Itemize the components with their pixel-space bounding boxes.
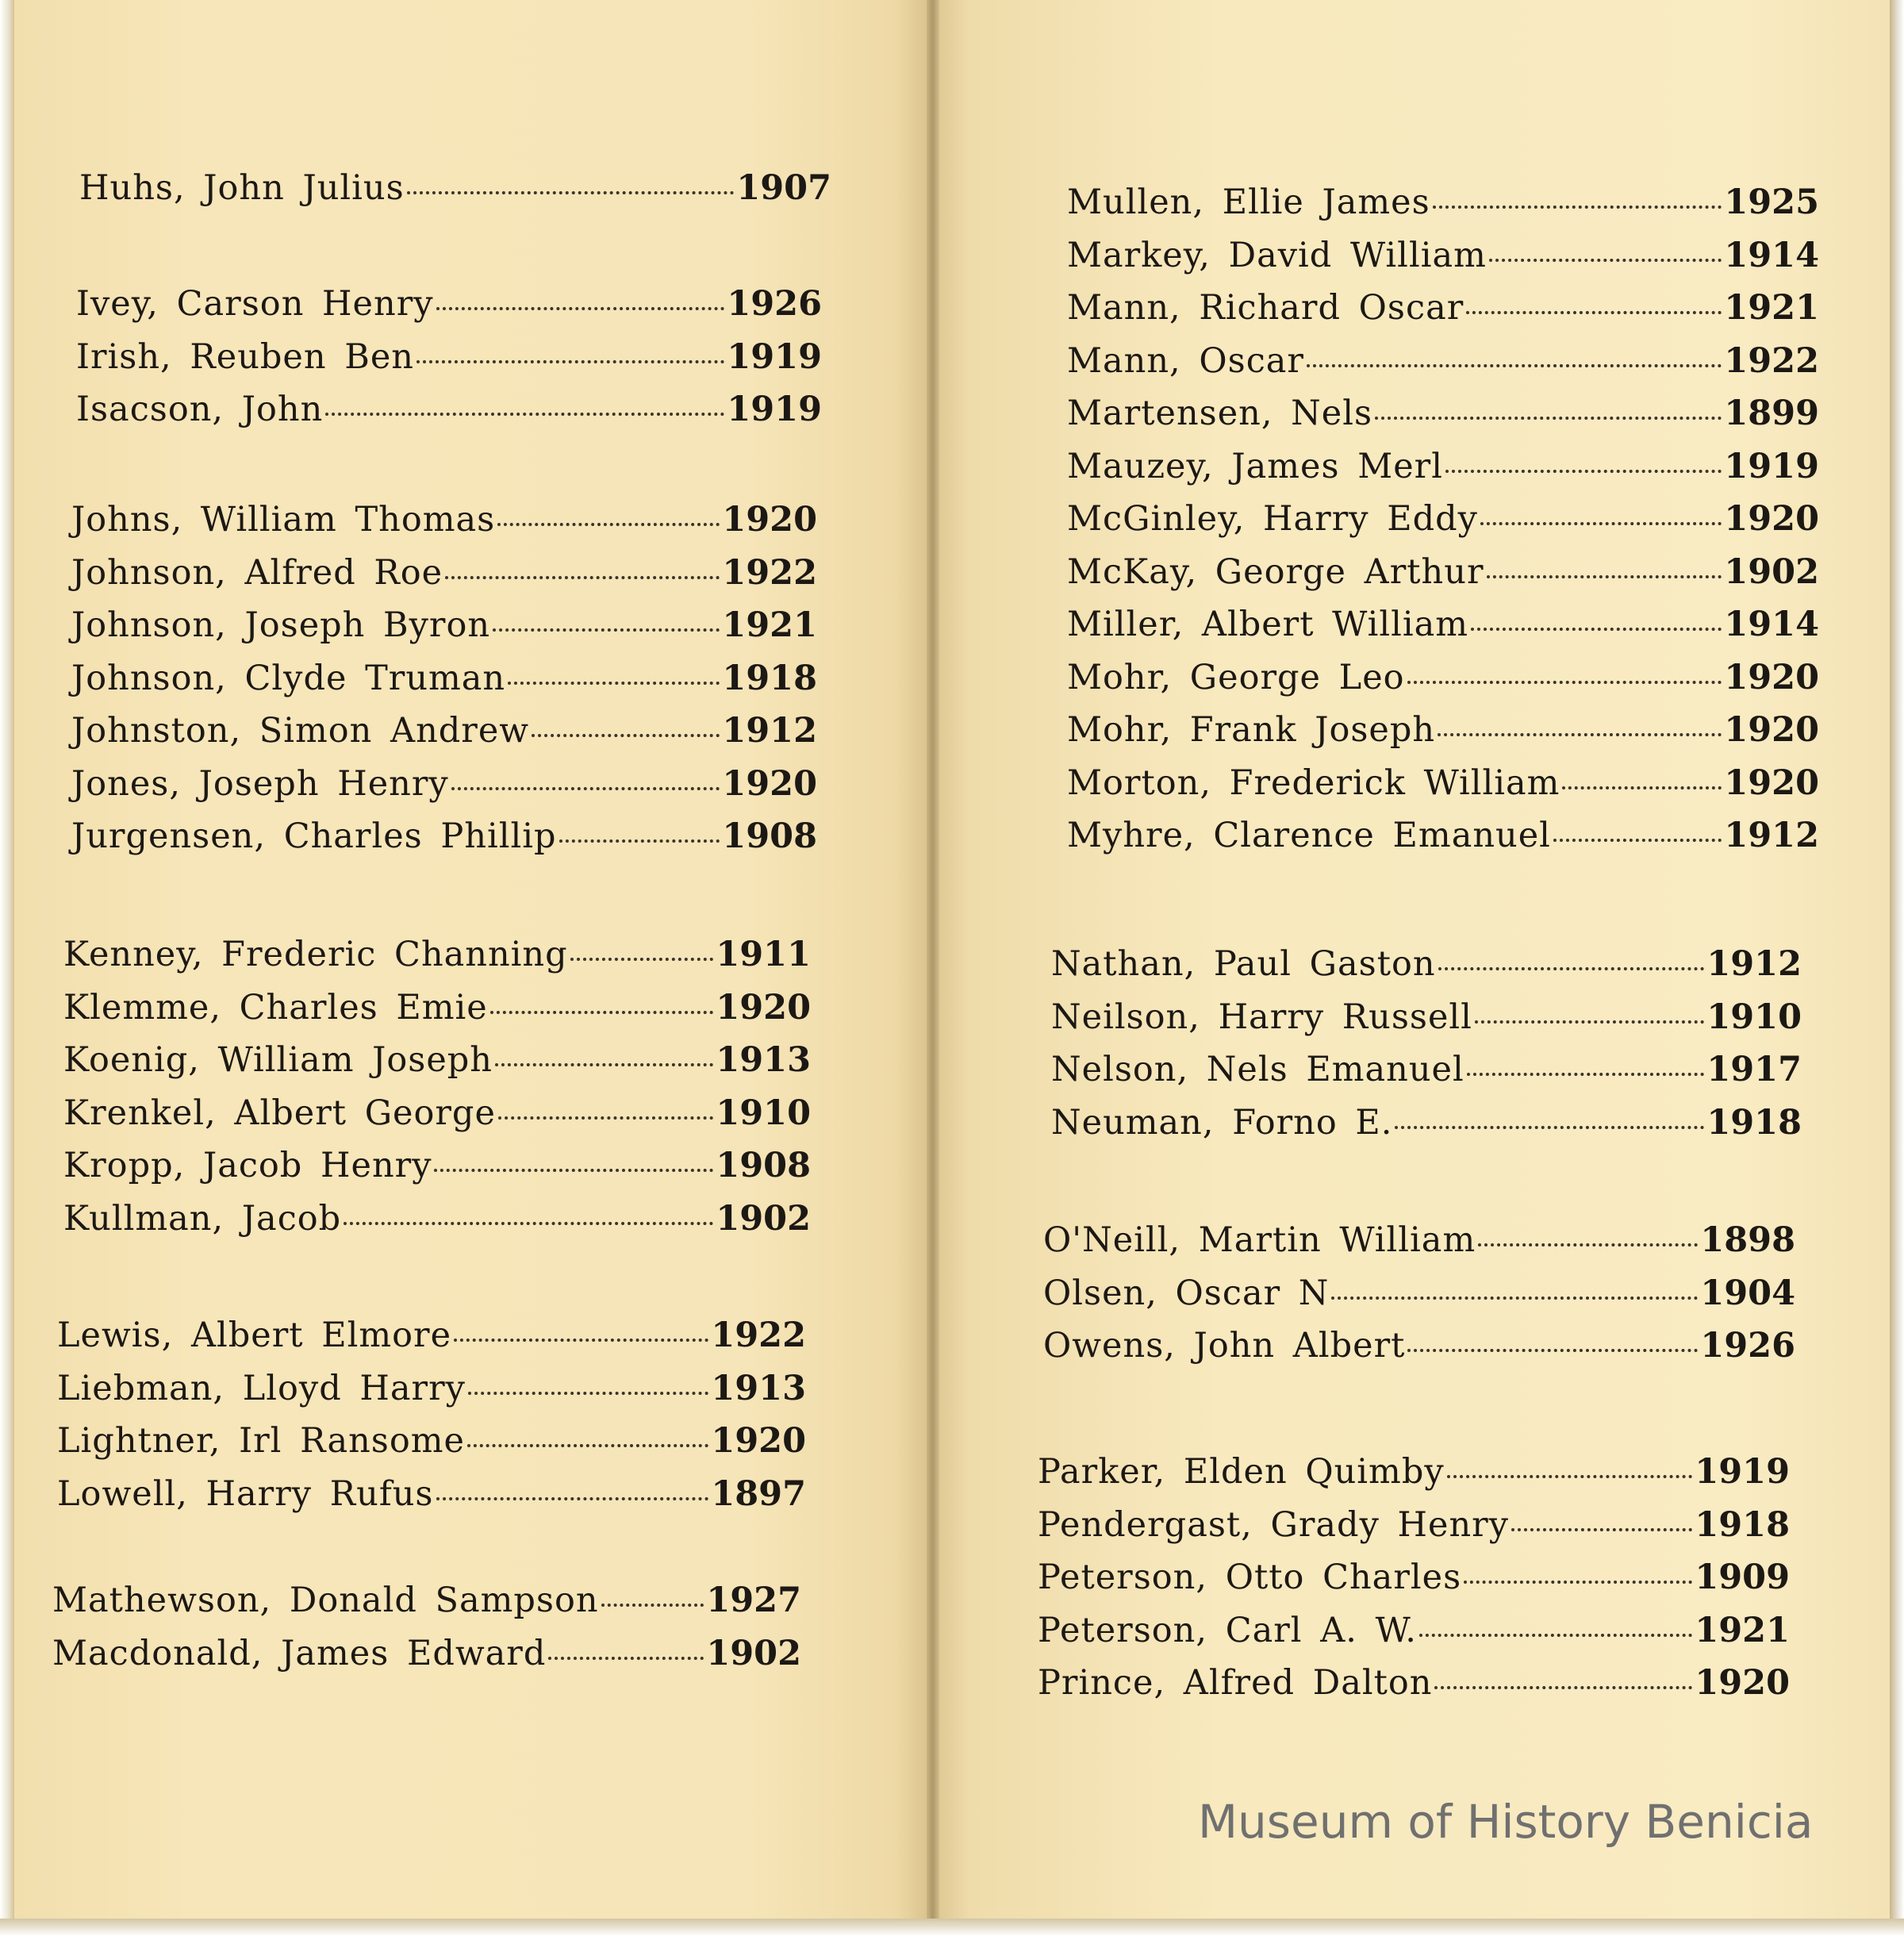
entry-name: McGinley, Harry Eddy (1067, 499, 1478, 539)
dot-leader (467, 1444, 708, 1447)
entry-name: Krenkel, Albert George (63, 1093, 496, 1133)
dot-leader (490, 1011, 714, 1014)
name-group-l (57, 1316, 806, 1527)
list-item (1051, 944, 1802, 997)
entry-name: Johnson, Clyde Truman (71, 658, 506, 698)
entry-name: Myhre, Clarence Emanuel (1067, 816, 1551, 855)
entry-name: O'Neill, Martin William (1043, 1220, 1476, 1260)
dot-leader (532, 734, 720, 737)
list-item (76, 284, 822, 337)
list-item (1067, 236, 1819, 289)
entry-name: Mann, Richard Oscar (1067, 288, 1464, 328)
entry-name: Klemme, Charles Emie (63, 987, 488, 1028)
name-group-k (63, 935, 811, 1251)
list-item (1067, 499, 1819, 552)
dot-leader (493, 628, 720, 632)
entry-name: Prince, Alfred Dalton (1038, 1663, 1433, 1703)
name-group-m-left (52, 1581, 801, 1686)
list-item (52, 1634, 801, 1687)
entry-name: Owens, John Albert (1043, 1326, 1406, 1366)
entry-name: Jurgensen, Charles Phillip (71, 816, 557, 856)
museum-watermark: Museum of History Benicia (1198, 1795, 1814, 1849)
entry-name: Mohr, Frank Joseph (1067, 710, 1436, 750)
dot-leader (1467, 1073, 1705, 1076)
list-item (1043, 1220, 1795, 1273)
entry-year: 1919 (1695, 1452, 1790, 1492)
entry-year: 1904 (1700, 1273, 1795, 1313)
list-item (57, 1316, 806, 1369)
list-item (63, 1146, 811, 1199)
list-item (71, 500, 817, 553)
dot-leader (1407, 1349, 1698, 1352)
entry-name: Neuman, Forno E. (1051, 1102, 1393, 1143)
entry-year: 1907 (736, 168, 831, 208)
entry-name: Johnson, Joseph Byron (71, 605, 491, 645)
entry-year: 1920 (711, 1421, 806, 1461)
left-edge (0, 0, 14, 1936)
entry-year: 1908 (722, 816, 817, 856)
entry-name: Johnson, Alfred Roe (71, 552, 443, 593)
dot-leader (1475, 1020, 1704, 1024)
entry-year: 1919 (727, 390, 822, 429)
entry-year: 1920 (1724, 762, 1819, 803)
list-item (57, 1369, 806, 1422)
list-item (1067, 288, 1819, 341)
entry-name: Huhs, John Julius (79, 168, 405, 208)
dot-leader (468, 1392, 708, 1395)
entry-name: Lewis, Albert Elmore (57, 1316, 452, 1355)
dot-leader (1466, 311, 1722, 314)
entry-name: Neilson, Harry Russell (1051, 997, 1472, 1037)
entry-name: Pendergast, Grady Henry (1038, 1504, 1510, 1545)
entry-year: 1926 (1700, 1326, 1795, 1366)
entry-year: 1899 (1724, 394, 1819, 433)
list-item (1043, 1326, 1795, 1379)
dot-leader (1480, 522, 1722, 525)
dot-leader (1395, 1126, 1704, 1129)
entry-year: 1925 (1724, 182, 1819, 222)
entry-name: Mathewson, Donald Sampson (52, 1581, 599, 1620)
list-item (52, 1581, 801, 1634)
dot-leader (1447, 1475, 1693, 1478)
dot-leader (1489, 259, 1722, 262)
entry-year: 1922 (1724, 340, 1819, 381)
entry-year: 1898 (1700, 1220, 1795, 1260)
list-item (63, 1093, 811, 1147)
list-item (1067, 341, 1819, 394)
entry-name: Mann, Oscar (1067, 340, 1304, 381)
entry-year: 1921 (1724, 288, 1819, 328)
dot-leader (1438, 733, 1722, 736)
list-item (1038, 1611, 1790, 1664)
binding-gutter (927, 0, 939, 1936)
dot-leader (1445, 470, 1722, 473)
entry-name: Johns, William Thomas (71, 500, 496, 540)
dot-leader (559, 839, 720, 843)
dot-leader (445, 576, 720, 579)
list-item (1043, 1273, 1795, 1327)
entry-name: Morton, Frederick William (1067, 762, 1560, 803)
entry-year: 1921 (722, 605, 817, 645)
entry-year: 1920 (716, 987, 811, 1028)
list-item (1051, 1103, 1802, 1156)
entry-year: 1920 (722, 500, 817, 540)
entry-name: Kullman, Jacob (63, 1198, 342, 1239)
entry-name: Nathan, Paul Gaston (1051, 944, 1436, 984)
dot-leader (495, 1063, 713, 1066)
entry-name: Mauzey, James Merl (1067, 446, 1443, 486)
entry-year: 1897 (711, 1473, 806, 1514)
entry-name: Jones, Joseph Henry (71, 763, 449, 804)
entry-name: Mullen, Ellie James (1067, 182, 1430, 222)
list-item (1038, 1452, 1790, 1505)
dot-leader (1562, 786, 1722, 789)
list-item (57, 1421, 806, 1474)
dot-leader (1478, 1243, 1698, 1246)
entry-name: Kenney, Frederic Channing (63, 935, 568, 974)
dot-leader (497, 523, 720, 526)
entry-name: Kropp, Jacob Henry (63, 1146, 432, 1185)
list-item (1067, 447, 1819, 500)
entry-year: 1912 (1724, 816, 1819, 855)
dot-leader (1375, 417, 1722, 420)
list-item (1067, 710, 1819, 763)
entry-name: Lightner, Irl Ransome (57, 1421, 465, 1461)
dot-leader (407, 191, 735, 194)
dot-leader (1433, 206, 1722, 209)
dot-leader (1307, 364, 1722, 367)
dot-leader (1553, 839, 1722, 842)
list-item (71, 816, 817, 870)
entry-year: 1910 (716, 1093, 811, 1133)
dot-leader (508, 682, 720, 685)
entry-year: 1920 (1695, 1663, 1790, 1703)
entry-year: 1917 (1706, 1050, 1802, 1089)
dot-leader (570, 958, 714, 961)
list-item (63, 1199, 811, 1252)
dot-leader (344, 1222, 713, 1225)
list-item (71, 605, 817, 659)
list-item (1038, 1505, 1790, 1558)
entry-name: Isacson, John (76, 390, 324, 429)
entry-name: Peterson, Carl A. W. (1038, 1610, 1417, 1650)
entry-name: Irish, Reuben Ben (76, 336, 414, 377)
entry-year: 1927 (706, 1581, 801, 1620)
entry-year: 1919 (727, 336, 822, 377)
entry-year: 1918 (722, 658, 817, 698)
list-item (63, 935, 811, 988)
list-item (71, 553, 817, 606)
list-item (63, 1040, 811, 1093)
dot-leader (451, 787, 720, 790)
list-item (1067, 658, 1819, 711)
entry-year: 1922 (722, 552, 817, 593)
entry-name: Parker, Elden Quimby (1038, 1452, 1445, 1492)
dot-leader (325, 413, 724, 416)
entry-name: Johnston, Simon Andrew (71, 711, 530, 751)
entry-year: 1908 (716, 1146, 811, 1185)
entry-name: Martensen, Nels (1067, 394, 1373, 433)
entry-name: Ivey, Carson Henry (76, 284, 434, 324)
dot-leader (1331, 1296, 1698, 1300)
bottom-edge (0, 1919, 1904, 1936)
list-item (1067, 552, 1819, 605)
dot-leader (1434, 1686, 1692, 1689)
name-group-n (1051, 944, 1802, 1155)
name-group-i (76, 284, 822, 443)
entry-year: 1912 (722, 711, 817, 751)
name-group-m-right (1067, 182, 1819, 869)
entry-name: Markey, David William (1067, 235, 1487, 275)
name-group-h (79, 168, 831, 221)
dot-leader (434, 1169, 713, 1172)
list-item (79, 168, 831, 221)
list-item (1051, 1050, 1802, 1103)
list-item (1067, 182, 1819, 236)
dot-leader (1471, 628, 1722, 631)
dot-leader (416, 360, 724, 363)
right-edge (1890, 0, 1904, 1936)
name-group-j (71, 500, 817, 870)
entry-name: Macdonald, James Edward (52, 1633, 547, 1673)
dot-leader (1419, 1634, 1692, 1637)
dot-leader (498, 1116, 713, 1120)
entry-name: Koenig, William Joseph (63, 1040, 493, 1080)
entry-year: 1913 (716, 1040, 811, 1080)
entry-name: Nelson, Nels Emanuel (1051, 1050, 1464, 1089)
list-item (57, 1474, 806, 1527)
entry-year: 1921 (1695, 1610, 1790, 1650)
entry-name: Olsen, Oscar N (1043, 1273, 1330, 1313)
entry-year: 1913 (711, 1368, 806, 1408)
entry-name: Miller, Albert William (1067, 605, 1469, 644)
entry-name: Peterson, Otto Charles (1038, 1558, 1462, 1597)
list-item (63, 988, 811, 1041)
dot-leader (1511, 1528, 1692, 1531)
entry-year: 1919 (1724, 446, 1819, 486)
entry-year: 1911 (716, 935, 811, 974)
dot-leader (1464, 1581, 1692, 1584)
entry-year: 1922 (711, 1316, 806, 1355)
list-item (71, 659, 817, 712)
list-item (1038, 1558, 1790, 1611)
dot-leader (1487, 575, 1722, 578)
entry-year: 1926 (727, 284, 822, 324)
entry-year: 1902 (1724, 551, 1819, 592)
entry-year: 1902 (706, 1633, 801, 1673)
entry-year: 1920 (1724, 499, 1819, 539)
entry-year: 1918 (1695, 1504, 1790, 1545)
entry-year: 1920 (1724, 657, 1819, 697)
entry-year: 1914 (1724, 235, 1819, 275)
list-item (1038, 1663, 1790, 1716)
list-item (1067, 394, 1819, 447)
entry-year: 1912 (1706, 944, 1802, 984)
entry-year: 1918 (1706, 1102, 1802, 1143)
entry-name: McKay, George Arthur (1067, 551, 1484, 592)
entry-year: 1909 (1695, 1558, 1790, 1597)
list-item (76, 337, 822, 390)
list-item (1051, 997, 1802, 1051)
entry-year: 1920 (1724, 710, 1819, 750)
entry-name: Lowell, Harry Rufus (57, 1473, 434, 1514)
list-item (76, 390, 822, 443)
dot-leader (601, 1604, 704, 1607)
dot-leader (1407, 681, 1722, 684)
list-item (1067, 816, 1819, 869)
entry-year: 1910 (1706, 997, 1802, 1037)
name-group-o (1043, 1220, 1795, 1379)
dot-leader (1438, 967, 1705, 970)
dot-leader (436, 1497, 709, 1500)
entry-name: Mohr, George Leo (1067, 657, 1405, 697)
list-item (1067, 605, 1819, 658)
dot-leader (454, 1339, 708, 1342)
dot-leader (436, 307, 725, 310)
dot-leader (548, 1657, 704, 1660)
list-item (71, 711, 817, 764)
entry-year: 1920 (722, 763, 817, 804)
entry-year: 1914 (1724, 605, 1819, 644)
name-group-p (1038, 1452, 1790, 1716)
list-item (71, 764, 817, 817)
entry-year: 1902 (716, 1198, 811, 1239)
entry-name: Liebman, Lloyd Harry (57, 1368, 466, 1408)
list-item (1067, 763, 1819, 816)
